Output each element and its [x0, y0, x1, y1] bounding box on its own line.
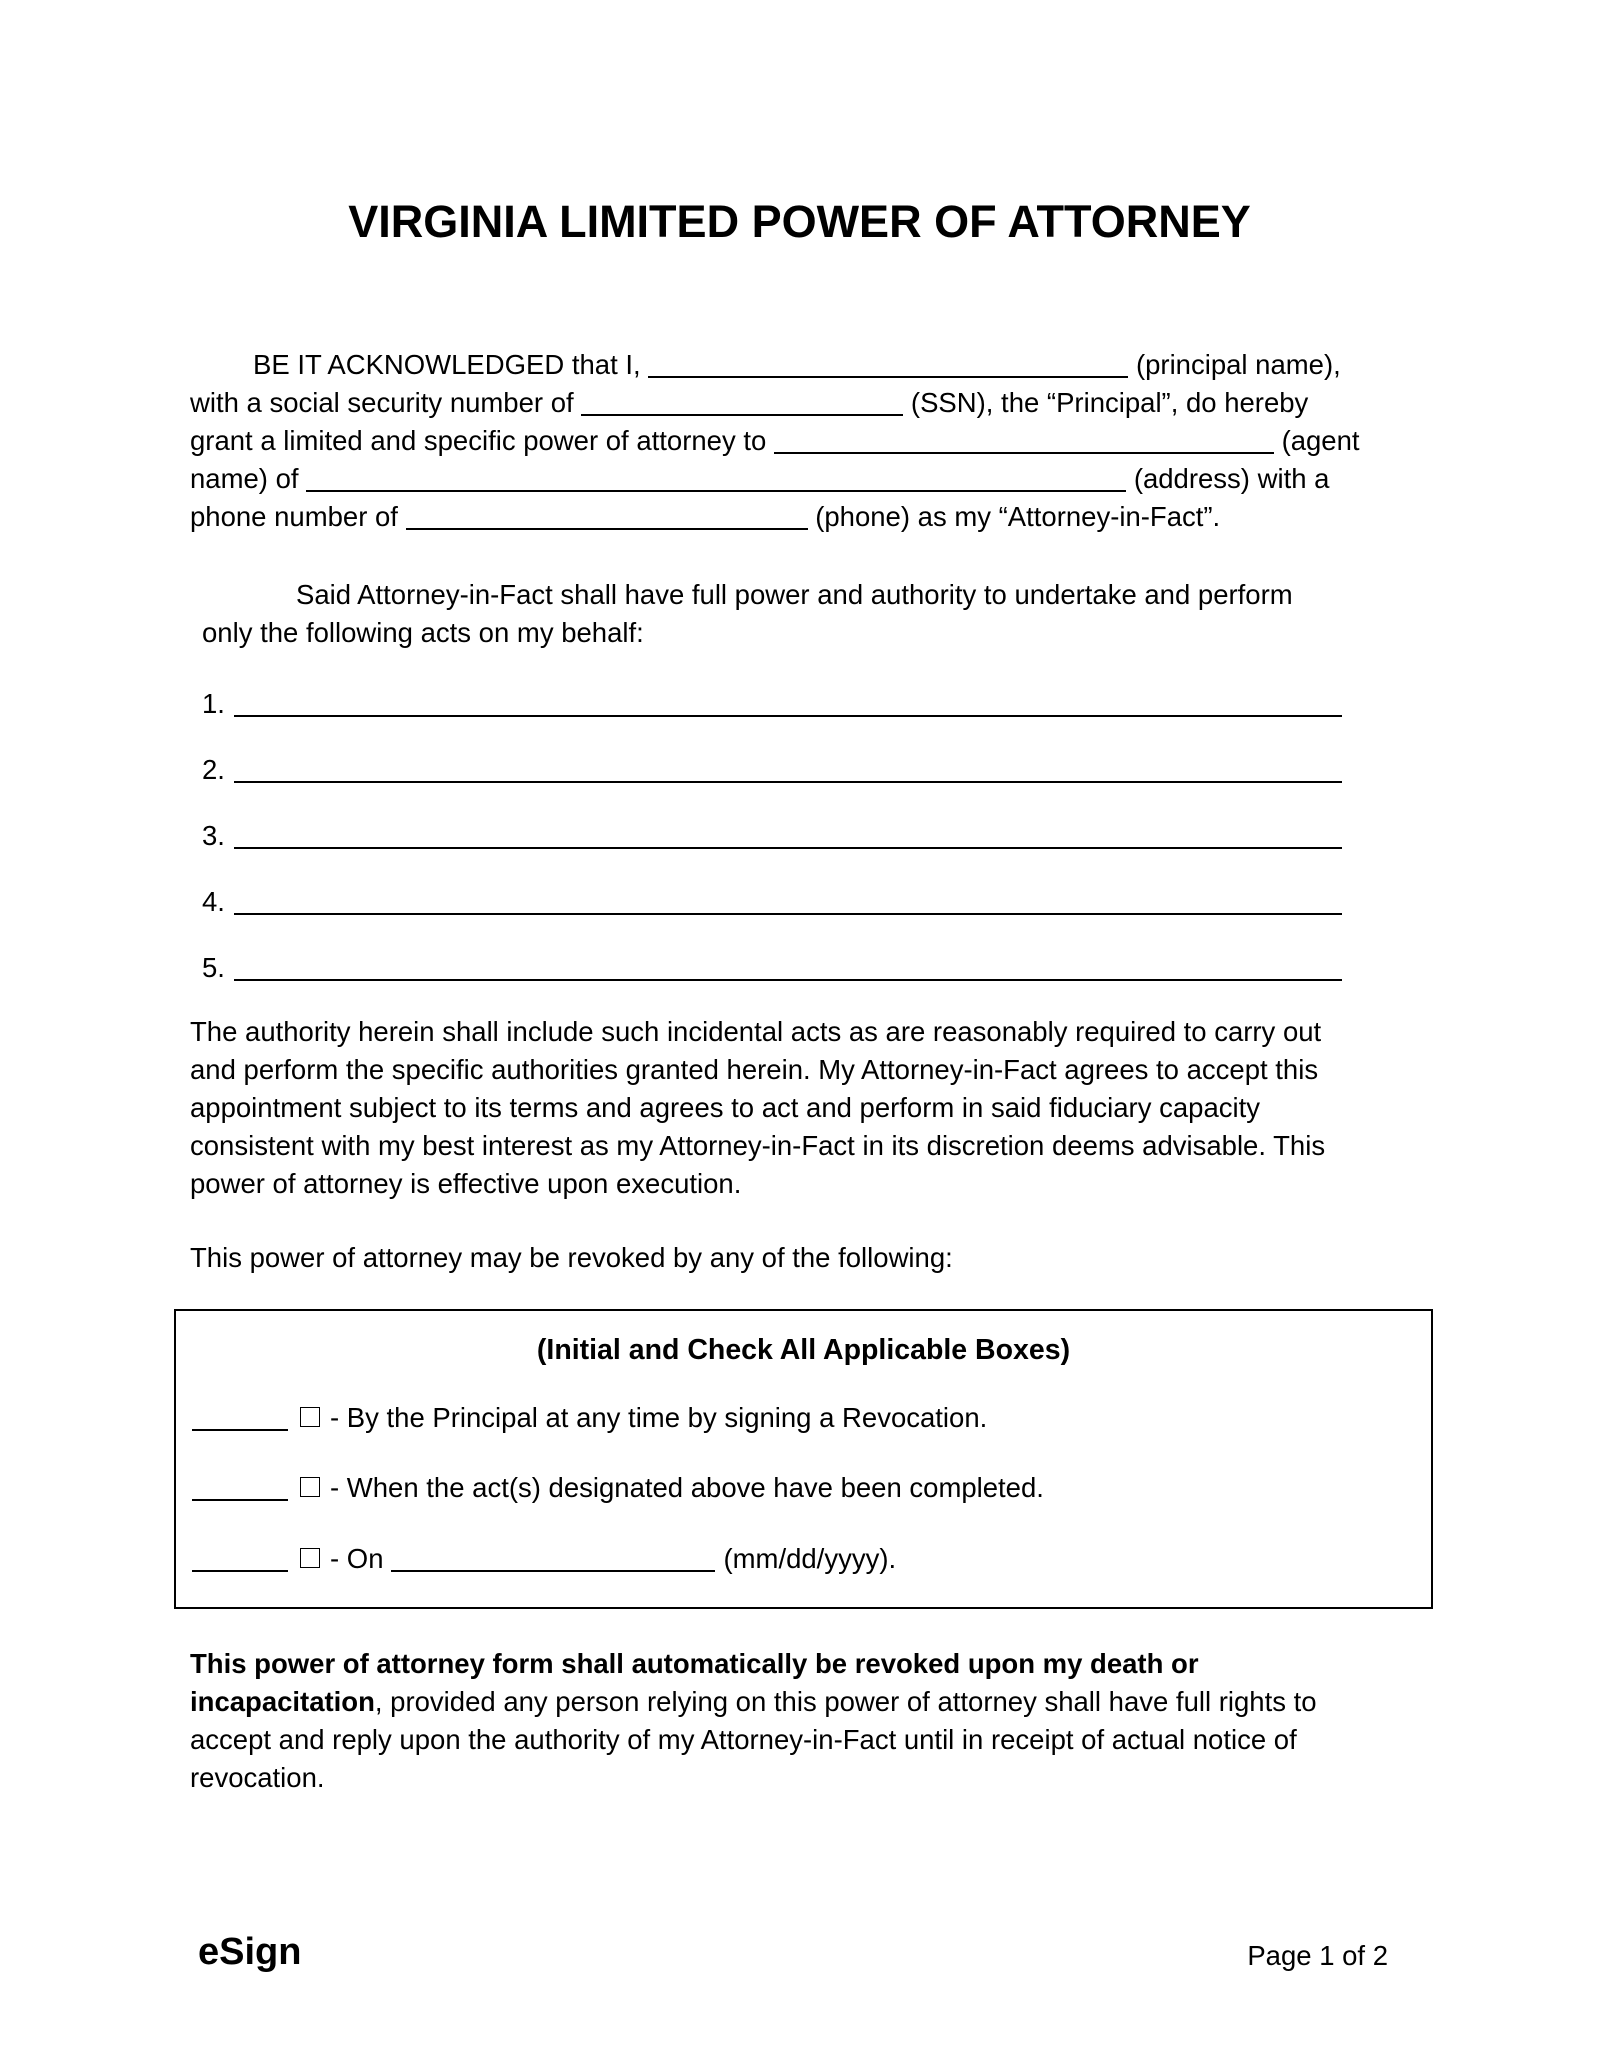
- paragraph-line: consistent with my best interest as my Attorney-in-Fact in its discretion deems advisable. This: [190, 1130, 1326, 1161]
- checkbox-1[interactable]: [300, 1407, 320, 1427]
- act-item-4: [202, 883, 1342, 949]
- act-field-1[interactable]: [234, 715, 1342, 717]
- act-field-3[interactable]: [234, 847, 1342, 849]
- paragraph-line: revocation.: [190, 1762, 325, 1793]
- paragraph-line: appointment subject to its terms and agrees to act and perform in said fiduciary capacity: [190, 1092, 1260, 1123]
- principal-name-field[interactable]: [648, 346, 1128, 378]
- paragraph-line: and perform the specific authorities granted herein. My Attorney-in-Fact agrees to accept this: [190, 1054, 1319, 1085]
- initials-field-2[interactable]: [192, 1469, 288, 1501]
- act-number: 1.: [202, 688, 225, 719]
- authority-line: only the following acts on my behalf:: [202, 617, 644, 648]
- phone-field[interactable]: [406, 498, 808, 530]
- document-title: VIRGINIA LIMITED POWER OF ATTORNEY: [348, 196, 1251, 247]
- initials-field-3[interactable]: [192, 1540, 288, 1572]
- act-item-5: [202, 949, 1342, 1015]
- option-3-suffix: (mm/dd/yyyy).: [723, 1543, 897, 1574]
- revocation-option-2: [192, 1469, 1044, 1507]
- esign-logo: eSign: [198, 1931, 302, 1973]
- revocation-option-3: [192, 1540, 896, 1578]
- incidental-acts-paragraph: [190, 1013, 1420, 1203]
- automatic-revocation-paragraph: [190, 1645, 1420, 1797]
- act-number: 2.: [202, 754, 225, 785]
- act-field-2[interactable]: [234, 781, 1342, 783]
- page-number: Page 1 of 2: [1247, 1940, 1388, 1971]
- checkbox-2[interactable]: [300, 1477, 320, 1497]
- intro-text: BE IT ACKNOWLEDGED that I,: [253, 349, 641, 380]
- ssn-field[interactable]: [581, 384, 903, 416]
- agent-name-field[interactable]: [774, 422, 1274, 454]
- authority-line: Said Attorney-in-Fact shall have full power and authority to undertake and perform: [296, 579, 1293, 610]
- act-number: 3.: [202, 820, 225, 851]
- act-field-5[interactable]: [234, 979, 1342, 981]
- principal-name-label: (principal name),: [1135, 349, 1341, 380]
- paragraph-line: accept and reply upon the authority of my Attorney-in-Fact until in receipt of actual notice of: [190, 1724, 1297, 1755]
- act-field-4[interactable]: [234, 913, 1342, 915]
- paragraph-text: , provided any person relying on this power of attorney shall have full rights to: [374, 1686, 1317, 1717]
- checkbox-3[interactable]: [300, 1548, 320, 1568]
- revocation-option-1: [192, 1399, 987, 1437]
- revocation-box-title: (Initial and Check All Applicable Boxes): [536, 1334, 1071, 1366]
- ssn-intro-text: with a social security number of: [190, 387, 574, 418]
- option-3-prefix: - On: [330, 1543, 384, 1574]
- revocation-date-field[interactable]: [391, 1540, 715, 1572]
- phone-label: (phone) as my “Attorney-in-Fact”.: [815, 501, 1221, 532]
- act-item-1: [202, 685, 1342, 751]
- agent-label: (agent: [1281, 425, 1360, 456]
- paragraph-line: The authority herein shall include such incidental acts as are reasonably required to carry out: [190, 1016, 1322, 1047]
- address-field[interactable]: [306, 460, 1126, 492]
- grant-text: grant a limited and specific power of attorney to: [190, 425, 767, 456]
- paragraph-line: power of attorney is effective upon execution.: [190, 1168, 742, 1199]
- authority-paragraph: [202, 576, 1432, 652]
- initials-field-1[interactable]: [192, 1399, 288, 1431]
- phone-intro-text: phone number of: [190, 501, 398, 532]
- name-of-text: name) of: [190, 463, 299, 494]
- revocation-intro: This power of attorney may be revoked by any of the following:: [190, 1242, 953, 1273]
- act-item-2: [202, 751, 1342, 817]
- act-item-3: [202, 817, 1342, 883]
- option-1-label: - By the Principal at any time by signing a Revocation.: [330, 1402, 988, 1433]
- address-label: (address) with a: [1133, 463, 1330, 494]
- act-number: 4.: [202, 886, 225, 917]
- paragraph-line: [190, 1683, 1420, 1721]
- revocation-options-box: [174, 1309, 1433, 1609]
- bold-statement-end: incapacitation: [190, 1686, 375, 1717]
- option-2-label: - When the act(s) designated above have been completed.: [330, 1472, 1044, 1503]
- acts-list: [202, 685, 1342, 1015]
- ssn-label: (SSN), the “Principal”, do hereby: [910, 387, 1309, 418]
- act-number: 5.: [202, 952, 225, 983]
- bold-statement: This power of attorney form shall automatically be revoked upon my death or: [190, 1648, 1199, 1679]
- principal-paragraph: [190, 346, 1420, 536]
